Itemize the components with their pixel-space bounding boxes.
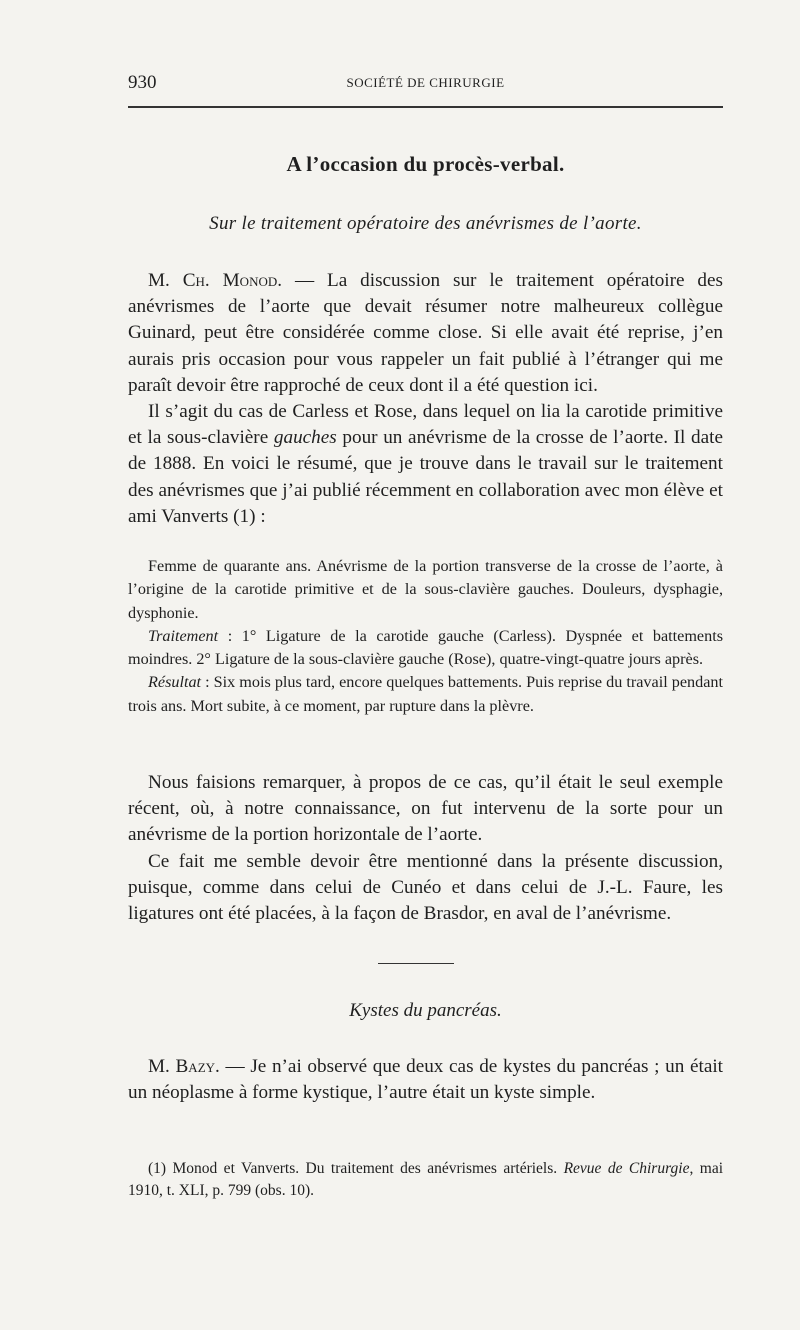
section-divider — [378, 963, 454, 964]
section-body — [128, 1054, 723, 1106]
footnote-citation: (1) Monod et Vanverts. Du traitement des anévrismes artériels. — [148, 1160, 564, 1177]
paragraph: Nous faisions remarquer, à propos de ce cas, qu’il était le seul exemple récent, où, à notre connaissance, on fut intervenu de la sorte pour un anévrisme de la portion horizontale de l’aorte. — [128, 772, 723, 846]
paragraph-text: — La discussion sur le traitement opératoire des anévrismes de l’aorte que devait résumer notre malheureux collègue Guinard, peut être considérée comme close. Si elle avait été reprise, j’en aurais pris occasion pour vous rappeler un fait publié à l’étranger qui me paraît devoir être rapproché de ceux dont il a été question ici. — [128, 270, 723, 396]
case-label: Résultat — [148, 673, 202, 692]
paragraph-text: Il s’agit du cas de Carless et Rose, dans lequel on lia la carotide primitive et la sous-clavière — [128, 401, 723, 449]
paragraph-text: pour un anévrisme de la crosse de l’aorte. Il date de 1888. En voici le résumé, que je trouve dans le travail sur le traitement des anévrismes que j’ai publié récemment en collaboration avec mon élève et ami Vanverts (1) : — [128, 427, 723, 527]
running-title: SOCIÉTÉ DE CHIRURGIE — [346, 75, 505, 90]
paragraph — [128, 1054, 723, 1106]
case-summary — [128, 555, 723, 718]
footnote-journal: Revue de Chirurgie — [563, 1160, 690, 1177]
case-paragraph — [128, 671, 723, 718]
paragraph — [128, 268, 723, 399]
section-title: Kystes du pancréas. — [349, 1000, 502, 1021]
article-subtitle: Sur le traitement opératoire des anévrismes de l’aorte. — [209, 213, 642, 234]
speaker-name: M. Ch. Monod. — [148, 270, 283, 291]
paragraph: Ce fait me semble devoir être mentionné dans la présente discussion, puisque, comme dans celui de Cunéo et dans celui de J.-L. Faure, les ligatures ont été placées, à la façon de Brasdor, en aval de l’anévrisme. — [128, 850, 723, 925]
footnote — [128, 1158, 723, 1202]
article-body-2 — [128, 770, 723, 927]
page-number: 930 — [128, 72, 157, 93]
article-title: A l’occasion du procès-verbal. — [286, 152, 565, 176]
article-body-1 — [128, 268, 723, 530]
emphasis: gauches — [273, 427, 337, 449]
page-header — [128, 72, 723, 96]
speaker-name: M. Bazy. — [148, 1056, 220, 1077]
case-label: Traitement — [148, 626, 219, 645]
case-paragraph — [128, 625, 723, 672]
case-paragraph: Femme de quarante ans. Anévrisme de la portion transverse de la crosse de l’aorte, à l’origine de la carotide primitive et de la sous-clavière gauches. Douleurs, dysphagie, dysphonie. — [128, 557, 723, 622]
case-text: : Six mois plus tard, encore quelques battements. Puis reprise du travail pendant trois ans. Mort subite, à ce moment, par rupture dans la plèvre. — [128, 673, 723, 715]
paragraph-text: — Je n’ai observé que deux cas de kystes du pancréas ; un était un néoplasme à forme kystique, l’autre était un kyste simple. — [128, 1056, 724, 1104]
case-text: : 1° Ligature de la carotide gauche (Carless). Dyspnée et battements moindres. 2° Ligature de la sous-clavière gauche (Rose), quatre-vingt-quatre jours après. — [128, 626, 723, 669]
footnote-text — [128, 1158, 723, 1202]
paragraph — [128, 399, 723, 530]
footnote-details: , mai 1910, t. XLI, p. 799 (obs. 10). — [128, 1160, 724, 1199]
header-rule — [128, 106, 723, 108]
